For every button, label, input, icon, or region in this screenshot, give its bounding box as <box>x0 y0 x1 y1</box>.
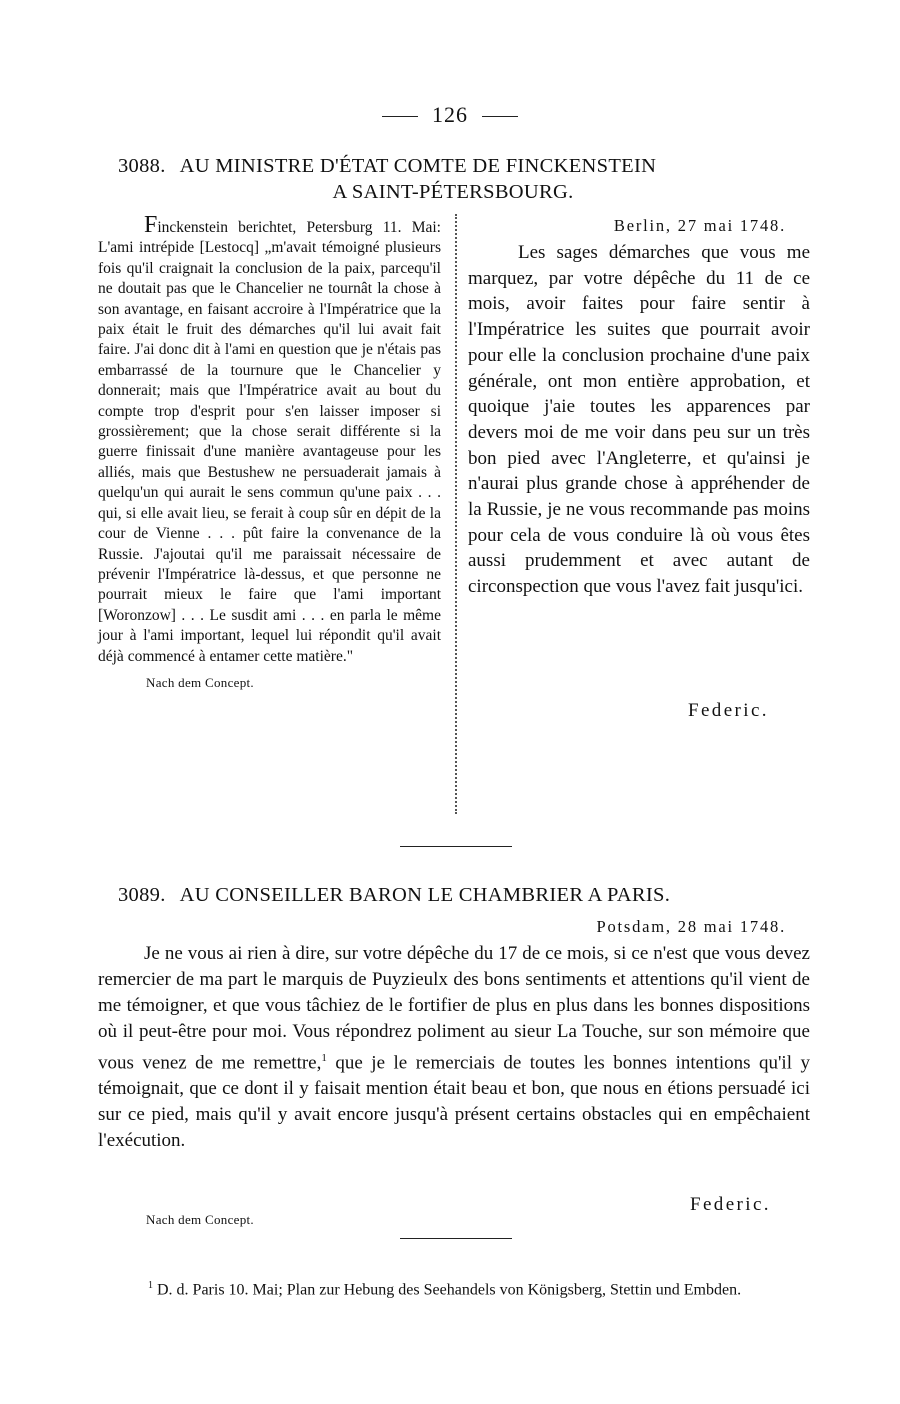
footnote-text: D. d. Paris 10. Mai; Plan zur Hebung des Seehandels von Königsberg, Stettin und Embden. <box>153 1281 742 1299</box>
footnote <box>98 1276 810 1301</box>
letter-3088-summary <box>98 212 441 693</box>
page-number-dash-right <box>482 116 518 117</box>
letter-3089-body-part1: Je ne vous ai rien à dire, sur votre dépêche du 17 de ce mois, si ce n'est que vous devez remercier de ma part le marquis de Puyzieulx des bons sentiments et attentions qu'il vient de me témoigner, et que vous tâchiez de le fortifier de plus en plus dans les bonnes dispositions où il peut-être pour moi. Vous répondrez poliment au sieur La Touche, sur son mémoire que vous venez de me remettre, <box>98 943 810 1074</box>
letter-3089-body <box>98 941 810 1154</box>
letter-3088-title-line1: AU MINISTRE D'ÉTAT COMTE DE FINCKENSTEIN <box>179 155 657 177</box>
letter-3089-heading <box>118 882 788 908</box>
letter-3088-body <box>468 240 810 600</box>
letter-3089-source: Nach dem Concept. <box>146 1212 254 1227</box>
summary-text: inckenstein berichtet, Petersburg 11. Mai: L'ami intrépide [Lestocq] „m'avait témoigné plusieurs fois qu'il craignait la conclusion de la paix, parcequ'il ne doutait pas que le Chancelier ne tournât la chose à son avantage, en faisant accroire à l'Impératrice que la paix était le fruit des démarches qu'il lui avait fait faire. J'ai donc dit à l'ami en question que je n'étais pas embarrassé de la tournure que le Chancelier y donnerait; mais que l'Impératrice avait au bout du compte trop d'esprit pour s'en laisser imposer si grossièrement; que la chose serait différente si la guerre finissait d'une manière avantageuse pour les alliés, mais que Bestushew ne persuaderait jamais à quelqu'un qui aurait le sens commun qu'une paix . . . qui, si elle avait lieu, se ferait à coup sûr en dépit de la cour de Vienne . . . pût faire la convenance de la Russie. J'ajoutai qu'il me paraissait nécessaire de prévenir l'Impératrice là-dessus, et que personne ne pourrait mieux le faire que l'ami important [Woronzow] . . . Le susdit ami . . . en parla le même jour à l'ami important, lequel lui répondit qu'il avait déjà commencé à entamer cette matière." <box>98 219 441 665</box>
column-divider <box>455 214 457 814</box>
page-number-dash-left <box>382 116 418 117</box>
letter-3089-signature: Federic. <box>690 1194 771 1215</box>
summary-dropcap: F <box>144 212 158 238</box>
footnote-marker: 1 <box>148 1280 153 1291</box>
letter-3089-dateline: Potsdam, 28 mai 1748. <box>596 917 786 936</box>
letter-3089-body-part2: que je le remerciais de toutes les bonnes intentions qu'il y témoignait, que ce dont il y faisait mention était beau et bon, que nous en étions persuadé ici sur ce pied, mais qu'il y avait encore jusqu'à présent certains obstacles qui en empêchaient l'exécution. <box>98 1052 810 1152</box>
letter-3089-title: AU CONSEILLER BARON LE CHAMBRIER A PARIS. <box>179 884 671 906</box>
letter-3088-source: Nach dem Concept. <box>146 674 254 690</box>
letter-3088-signature: Federic. <box>688 700 769 721</box>
letter-3089-number: 3089. <box>118 884 166 906</box>
footnote-reference: 1 <box>321 1052 327 1064</box>
letter-3088-body-text: Les sages démarches que vous me marquez, par votre dépêche du 11 de ce mois, avoir faites pour faire sentir à l'Impératrice les suites que pourrait avoir pour elle la conclusion prochaine d'une paix générale, ont mon entière approbation, et quoique j'aie toutes les apparences par devers moi de me voir dans peu sur un très bon pied avec l'Angleterre, et qu'ainsi je n'aurai plus grande chose à appréhender de la Russie, je ne vous recommande pas moins pour cela de vous conduire là où vous êtes aussi prudemment et avec autant de circonspection que vous l'avez fait jusqu'ici. <box>468 242 810 598</box>
letter-3088-dateline: Berlin, 27 mai 1748. <box>613 216 786 235</box>
page-number <box>0 102 900 128</box>
section-rule <box>400 846 512 847</box>
page-number-text: 126 <box>432 102 468 127</box>
letter-3088-number: 3088. <box>118 155 166 177</box>
footnote-rule <box>400 1238 512 1239</box>
letter-3088-title-line2: A SAINT-PÉTERSBOURG. <box>332 181 574 203</box>
letter-3088-heading <box>118 153 788 205</box>
